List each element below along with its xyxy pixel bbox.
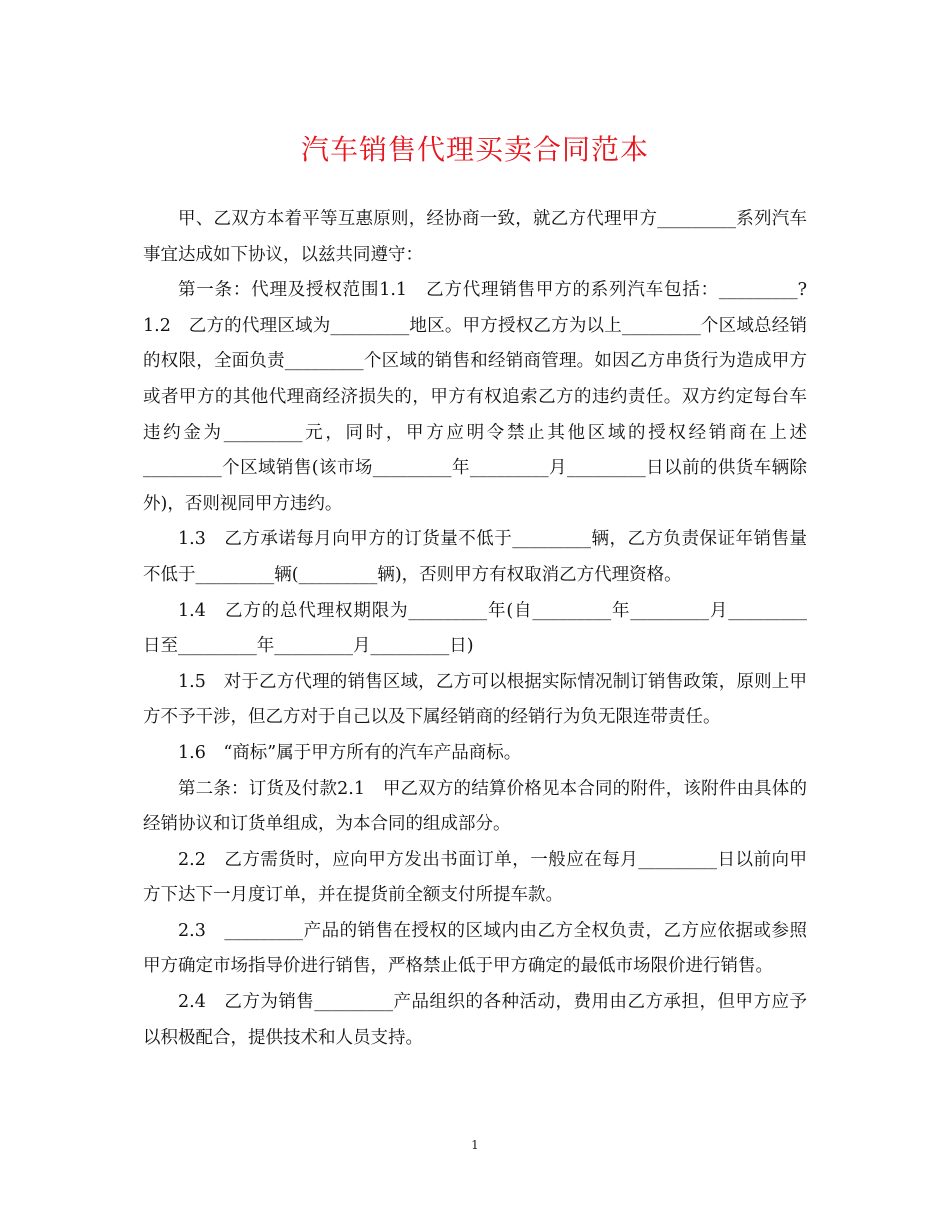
page-number: 1: [471, 1138, 479, 1152]
document-body: [143, 202, 807, 1056]
clause-2-2-paragraph: 2.2 乙方需货时，应向甲方发出书面订单，一般应在每月_________日以前向甲方下达下一月度订单，并在提货前全额支付所提车款。: [143, 849, 807, 906]
clause-1-5-paragraph: 1.5 对于乙方代理的销售区域，乙方可以根据实际情况制订销售政策，原则上甲方不予干涉，但乙方对于自己以及下属经销商的经销行为负无限连带责任。: [143, 671, 807, 728]
clause-1-4-paragraph: 1.4 乙方的总代理权期限为_________年(自_________年_________月_________日至_________年_________月_________日): [143, 600, 807, 657]
document-title: 汽车销售代理买卖合同范本: [300, 133, 649, 166]
clause-2-3-paragraph: 2.3 _________产品的销售在授权的区域内由乙方全权负责，乙方应依据或参照甲方确定市场指导价进行销售，严格禁止低于甲方确定的最低市场限价进行销售。: [143, 920, 807, 977]
clause-1-6-paragraph: 1.6 “商标”属于甲方所有的汽车产品商标。: [178, 742, 522, 763]
article-1-paragraph: 第一条：代理及授权范围1.1 乙方代理销售甲方的系列汽车包括：_________?1.2 乙方的代理区域为_________地区。甲方授权乙方为以上_________个区域总经销的权限，全面负责_________个区域的销售和经销商管理。如因乙方串货行为造成甲方或者甲方的其他代理商经济损失的，甲方有权追索乙方的违约责任。双方约定每台车违约金为_________元，同时，甲方应明令禁止其他区域的授权经销商在上述_________个区域销售(该市场_________年_________月_________日以前的供货车辆除外)，否则视同甲方违约。: [143, 280, 807, 514]
article-2-paragraph: 第二条：订货及付款2.1 甲乙双方的结算价格见本合同的附件，该附件由具体的经销协议和订货单组成，为本合同的组成部分。: [143, 778, 807, 835]
clause-2-4-paragraph: 2.4 乙方为销售_________产品组织的各种活动，费用由乙方承担，但甲方应予以积极配合，提供技术和人员支持。: [143, 992, 807, 1048]
clause-1-3-paragraph: 1.3 乙方承诺每月向甲方的订货量不低于_________辆，乙方负责保证年销售量不低于_________辆(_________辆)，否则甲方有权取消乙方代理资格。: [143, 529, 807, 585]
intro-paragraph: 甲、乙双方本着平等互惠原则，经协商一致，就乙方代理甲方_________系列汽车事宜达成如下协议，以兹共同遵守：: [143, 209, 807, 265]
